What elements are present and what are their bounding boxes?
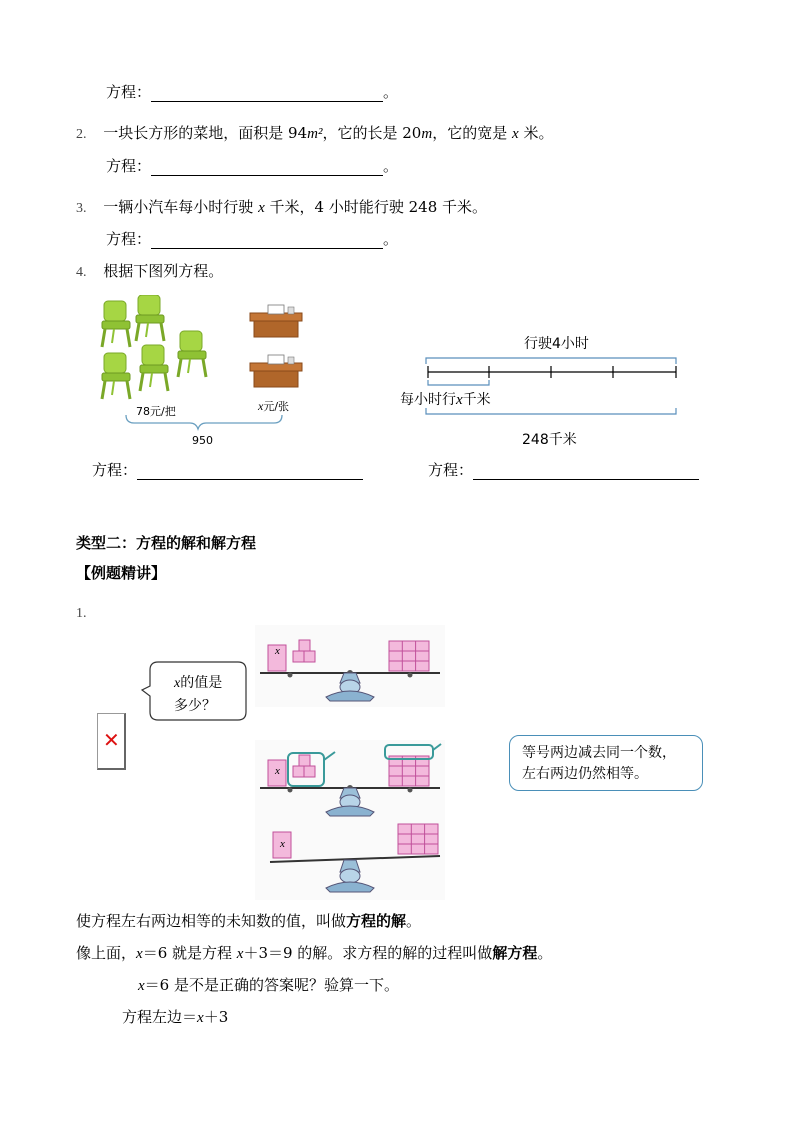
small-brace xyxy=(428,380,489,385)
desk-icon xyxy=(250,355,302,387)
solve-line: 像上面，x＝6 就是方程 x＋3＝9 的解。求方程的解的过程叫做解方程。 xyxy=(76,944,553,962)
distance-label: 248千米 xyxy=(522,432,577,448)
example-number: 1. xyxy=(76,606,87,621)
equation-line-3: 方程： 。 xyxy=(106,230,399,248)
broken-image-icon: ✕ xyxy=(97,713,126,770)
total-label: 950 xyxy=(192,434,213,447)
question-3: 3. 一辆小汽车每小时行驶 x 千米，4 小时能行驶 248 千米。 xyxy=(76,198,488,216)
question-bubble: x的值是 多少？ xyxy=(174,675,223,714)
top-brace xyxy=(426,358,676,364)
equation-line-4a: 方程： xyxy=(92,460,363,480)
rule-bubble: 等号两边减去同一个数， 左右两边仍然相等。 xyxy=(509,735,703,791)
per-hour-label: 每小时行x千米 xyxy=(400,392,491,408)
answer-blank-1[interactable] xyxy=(151,85,383,102)
chairs-desks-figure xyxy=(90,295,320,455)
answer-blank-2[interactable] xyxy=(151,159,383,176)
balance-scales xyxy=(255,625,450,900)
answer-blank-3[interactable] xyxy=(151,232,383,249)
chair-icon xyxy=(136,295,164,341)
chair-price-label: 78元/把 xyxy=(136,405,176,418)
x-box-label-2: x xyxy=(275,765,280,777)
equation-line-1: 方程： 。 xyxy=(106,83,399,101)
desk-price-label: x元/张 xyxy=(258,399,290,413)
scale-2 xyxy=(255,740,445,822)
section-title: 类型二：方程的解和解方程 xyxy=(76,534,257,552)
equation-line-2: 方程： 。 xyxy=(106,157,399,175)
chair-icon xyxy=(140,345,168,391)
chair-icon xyxy=(102,301,130,347)
scale-1 xyxy=(255,625,445,707)
scale-3 xyxy=(255,820,445,900)
answer-blank-4a[interactable] xyxy=(137,463,363,480)
question-4: 4. 根据下图列方程。 xyxy=(76,262,224,280)
chair-icon xyxy=(102,353,130,399)
check-line: x＝6 是不是正确的答案呢？验算一下。 xyxy=(138,976,399,994)
definition-line: 使方程左右两边相等的未知数的值，叫做方程的解。 xyxy=(76,912,422,930)
example-header: 【例题精讲】 xyxy=(76,564,167,582)
answer-blank-4b[interactable] xyxy=(473,463,699,480)
desk-icon xyxy=(250,305,302,337)
x-box-label-1: x xyxy=(275,645,280,657)
question-2: 2. 一块长方形的菜地，面积是 94m²，它的长是 20m，它的宽是 x 米。 xyxy=(76,124,554,142)
x-box-label-3: x xyxy=(280,838,285,850)
left-side-line: 方程左边＝x＋3 xyxy=(122,1008,229,1026)
trip-label: 行驶4小时 xyxy=(524,336,589,352)
chair-icon xyxy=(178,331,206,377)
equation-line-4b: 方程： xyxy=(428,460,699,480)
